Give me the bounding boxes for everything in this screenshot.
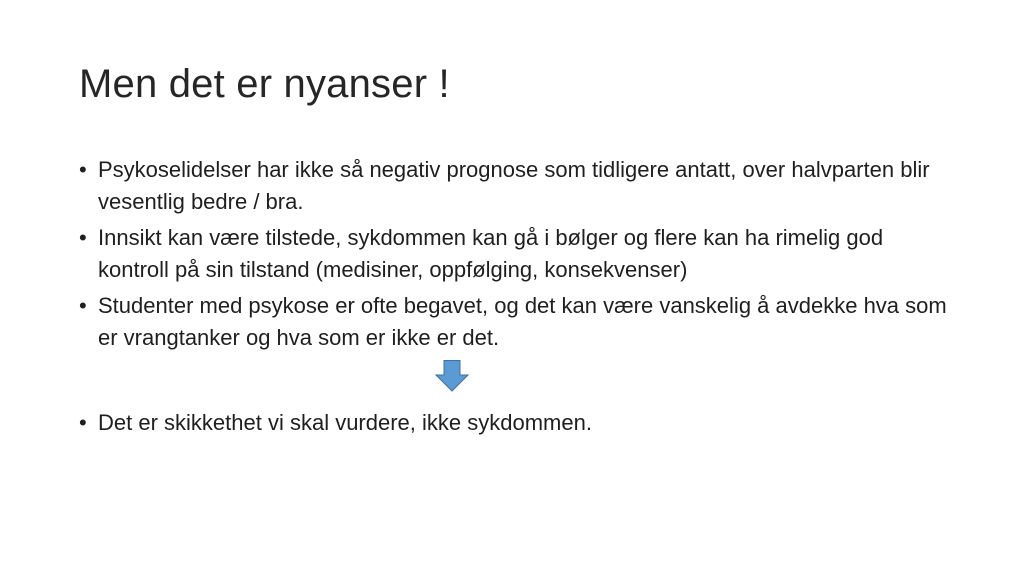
bullet-text: Det er skikkethet vi skal vurdere, ikke sykdommen. xyxy=(98,410,592,435)
bullet-marker: • xyxy=(79,225,87,250)
bullet-text: Innsikt kan være tilstede, sykdommen kan gå i bølger og flere kan ha rimelig god kontroll på sin tilstand (medisiner, oppfølging, konsekvenser) xyxy=(98,225,884,282)
bullet-text: Psykoselidelser har ikke så negativ prognose som tidligere antatt, over halvparten blir vesentlig bedre / bra. xyxy=(98,157,930,214)
bullet-text: Studenter med psykose er ofte begavet, og det kan være vanskelig å avdekke hva som er vrangtanker og hva som er ikke er det. xyxy=(98,293,947,350)
bullet-list xyxy=(79,154,959,443)
bullet-item xyxy=(79,154,959,218)
bullet-item xyxy=(79,407,959,439)
bullet-item xyxy=(79,222,959,286)
bullet-item xyxy=(79,290,959,354)
arrow-row xyxy=(79,358,959,403)
down-arrow-icon xyxy=(435,360,469,392)
slide-title: Men det er nyanser ! xyxy=(79,62,450,106)
bullet-marker: • xyxy=(79,293,87,318)
bullet-marker: • xyxy=(79,157,87,182)
bullet-marker: • xyxy=(79,410,87,435)
